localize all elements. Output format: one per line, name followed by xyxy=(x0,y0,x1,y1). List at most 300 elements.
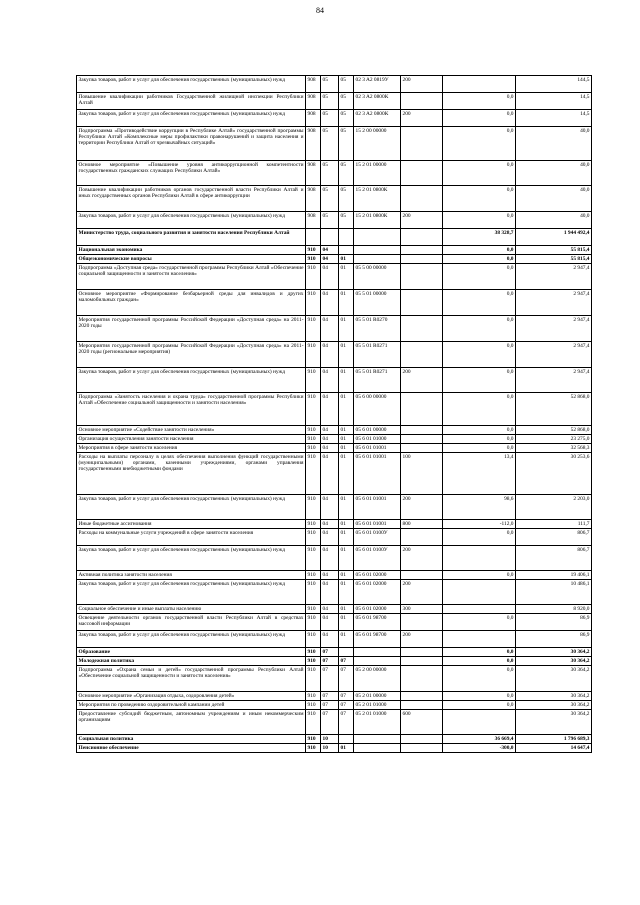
ministry-code: 910 xyxy=(306,657,321,666)
amount-total: 86,9 xyxy=(516,631,592,648)
section-code: 04 xyxy=(321,444,339,453)
table-row xyxy=(77,701,592,710)
table-row xyxy=(77,368,592,393)
amount-total: 40,0 xyxy=(516,127,592,161)
target-code xyxy=(354,657,401,666)
amount-change: 0,0 xyxy=(443,614,516,631)
section-code: 04 xyxy=(321,614,339,631)
table-row xyxy=(77,246,592,255)
section-code: 04 xyxy=(321,520,339,529)
row-name: Закупка товаров, работ и услуг для обеспечения государственных (муниципальных) нужд xyxy=(77,212,306,229)
expense-type xyxy=(401,529,443,546)
target-code: 05 6 01 98700 xyxy=(354,614,401,631)
row-name: Пенсионное обеспечение xyxy=(77,744,306,753)
amount-total: 52 868,0 xyxy=(516,426,592,435)
table-row xyxy=(77,657,592,666)
amount-change: 0,0 xyxy=(443,701,516,710)
row-name: Закупка товаров, работ и услуг для обеспечения государственных (муниципальных) нужд xyxy=(77,546,306,571)
ministry-code: 908 xyxy=(306,161,321,186)
ministry-code: 910 xyxy=(306,435,321,444)
amount-total: 32 568,3 xyxy=(516,444,592,453)
amount-change: 0,0 xyxy=(443,435,516,444)
amount-total: 10 486,1 xyxy=(516,580,592,605)
amount-total: 55 815,4 xyxy=(516,255,592,264)
table-row xyxy=(77,444,592,453)
section-code: 04 xyxy=(321,435,339,444)
target-code xyxy=(354,229,401,246)
ministry-code: 910 xyxy=(306,648,321,657)
amount-total: 55 815,4 xyxy=(516,246,592,255)
expense-type xyxy=(401,342,443,368)
amount-change: 38 328,7 xyxy=(443,229,516,246)
target-code: 15 2 00 00000 xyxy=(354,127,401,161)
table-row xyxy=(77,290,592,316)
amount-change xyxy=(443,76,516,93)
row-name: Мероприятия государственной программы Российской Федерации «Доступная среда» на 2011-2020 годы (региональные мероприятия) xyxy=(77,342,306,368)
expense-type xyxy=(401,290,443,316)
amount-change: 0,0 xyxy=(443,161,516,186)
target-code xyxy=(354,744,401,753)
subsection-code: 07 xyxy=(339,710,354,735)
section-code: 07 xyxy=(321,701,339,710)
subsection-code: 01 xyxy=(339,264,354,290)
target-code: 05 6 01 01001 xyxy=(354,520,401,529)
amount-change: 0,0 xyxy=(443,264,516,290)
row-name: Закупка товаров, работ и услуг для обеспечения государственных (муниципальных) нужд xyxy=(77,76,306,93)
amount-change: 0,0 xyxy=(443,290,516,316)
section-code: 05 xyxy=(321,186,339,212)
section-code: 04 xyxy=(321,426,339,435)
target-code: 05 2 01 01000 xyxy=(354,710,401,735)
target-code: 05 6 01 01001 xyxy=(354,453,401,495)
amount-change: 0,0 xyxy=(443,571,516,580)
target-code: 05 5 01 R0271 xyxy=(354,342,401,368)
row-name: Министерство труда, социального развития и занятости населения Республики Алтай xyxy=(77,229,306,246)
row-name: Социальная политика xyxy=(77,735,306,744)
amount-change: 13,4 xyxy=(443,453,516,495)
target-code: 05 6 01 0100У xyxy=(354,546,401,571)
table-row xyxy=(77,648,592,657)
amount-total: 52 868,0 xyxy=(516,393,592,426)
target-code xyxy=(354,735,401,744)
ministry-code: 910 xyxy=(306,631,321,648)
row-name: Расходы на выплаты персоналу в целях обеспечения выполнения функций государственными (муниципальными) органами, казенными учреждениями, органами управления государственными внебюджетными фондами xyxy=(77,453,306,495)
table-row xyxy=(77,453,592,495)
table-row xyxy=(77,76,592,93)
expense-type: 200 xyxy=(401,110,443,127)
ministry-code: 910 xyxy=(306,342,321,368)
expense-type xyxy=(401,246,443,255)
section-code: 04 xyxy=(321,529,339,546)
subsection-code xyxy=(339,735,354,744)
row-name: Организация осуществления занятости населения xyxy=(77,435,306,444)
row-name: Иные бюджетные ассигнования xyxy=(77,520,306,529)
row-name: Общеэкономические вопросы xyxy=(77,255,306,264)
amount-change: 0,0 xyxy=(443,110,516,127)
expense-type xyxy=(401,229,443,246)
table-row xyxy=(77,495,592,520)
row-name: Закупка товаров, работ и услуг для обеспечения государственных (муниципальных) нужд xyxy=(77,368,306,393)
amount-change: 0,0 xyxy=(443,648,516,657)
subsection-code: 01 xyxy=(339,435,354,444)
table-row xyxy=(77,342,592,368)
amount-change: -112,0 xyxy=(443,520,516,529)
section-code: 04 xyxy=(321,571,339,580)
subsection-code: 01 xyxy=(339,571,354,580)
ministry-code: 910 xyxy=(306,426,321,435)
subsection-code: 01 xyxy=(339,290,354,316)
target-code: 02 3 A2 0819У xyxy=(354,76,401,93)
ministry-code: 910 xyxy=(306,246,321,255)
subsection-code: 01 xyxy=(339,580,354,605)
row-name: Освещение деятельности органов государственной власти Республики Алтай в средствах массовой информации xyxy=(77,614,306,631)
ministry-code: 910 xyxy=(306,393,321,426)
ministry-code: 910 xyxy=(306,571,321,580)
expense-type: 200 xyxy=(401,76,443,93)
ministry-code: 910 xyxy=(306,710,321,735)
section-code: 04 xyxy=(321,342,339,368)
ministry-code: 910 xyxy=(306,529,321,546)
ministry-code: 910 xyxy=(306,605,321,614)
amount-change: 0,0 xyxy=(443,255,516,264)
section-code: 05 xyxy=(321,212,339,229)
subsection-code: 05 xyxy=(339,212,354,229)
amount-total: 40,0 xyxy=(516,161,592,186)
page-number: 84 xyxy=(316,6,324,15)
amount-total: 30 364,2 xyxy=(516,692,592,701)
table-row xyxy=(77,435,592,444)
subsection-code: 07 xyxy=(339,666,354,692)
section-code: 05 xyxy=(321,76,339,93)
amount-total: 30 364,2 xyxy=(516,666,592,692)
amount-total: 40,0 xyxy=(516,186,592,212)
amount-total: 19 406,1 xyxy=(516,571,592,580)
target-code: 05 6 01 01001 xyxy=(354,444,401,453)
ministry-code: 910 xyxy=(306,255,321,264)
subsection-code: 01 xyxy=(339,614,354,631)
ministry-code: 910 xyxy=(306,666,321,692)
table-row xyxy=(77,186,592,212)
amount-change: 0,0 xyxy=(443,93,516,110)
amount-total: 40,0 xyxy=(516,212,592,229)
amount-total: 30 364,2 xyxy=(516,710,592,735)
subsection-code: 01 xyxy=(339,444,354,453)
table-row xyxy=(77,744,592,753)
subsection-code: 01 xyxy=(339,393,354,426)
target-code: 15 2 01 0800К xyxy=(354,212,401,229)
row-name: Активная политика занятости населения xyxy=(77,571,306,580)
subsection-code: 05 xyxy=(339,76,354,93)
table-row xyxy=(77,529,592,546)
ministry-code: 910 xyxy=(306,264,321,290)
expense-type xyxy=(401,255,443,264)
section-code: 04 xyxy=(321,453,339,495)
ministry-code: 908 xyxy=(306,110,321,127)
subsection-code: 05 xyxy=(339,161,354,186)
amount-total: 86,9 xyxy=(516,614,592,631)
section-code: 05 xyxy=(321,93,339,110)
section-code: 04 xyxy=(321,368,339,393)
table-row xyxy=(77,571,592,580)
table-row xyxy=(77,316,592,342)
expense-type xyxy=(401,648,443,657)
expense-type xyxy=(401,692,443,701)
target-code: 05 6 00 00000 xyxy=(354,393,401,426)
subsection-code: 05 xyxy=(339,93,354,110)
amount-total: 2 947,4 xyxy=(516,316,592,342)
target-code: 05 2 01 00000 xyxy=(354,692,401,701)
subsection-code: 01 xyxy=(339,316,354,342)
expense-type xyxy=(401,161,443,186)
row-name: Подпрограмма «Занятость населения и охрана труда» государственной программы Республики Алтай «Обеспечение социальной защищенности и занятости населения» xyxy=(77,393,306,426)
expense-type: 800 xyxy=(401,520,443,529)
section-code: 07 xyxy=(321,666,339,692)
expense-type xyxy=(401,666,443,692)
table-row xyxy=(77,666,592,692)
target-code xyxy=(354,246,401,255)
table-row xyxy=(77,393,592,426)
target-code: 15 2 01 00000 xyxy=(354,161,401,186)
table-row xyxy=(77,580,592,605)
expense-type xyxy=(401,435,443,444)
subsection-code: 07 xyxy=(339,657,354,666)
ministry-code: 910 xyxy=(306,368,321,393)
subsection-code: 07 xyxy=(339,701,354,710)
amount-total: 2 203,0 xyxy=(516,495,592,520)
expense-type xyxy=(401,186,443,212)
amount-change: 0,0 xyxy=(443,342,516,368)
amount-change: 0,0 xyxy=(443,657,516,666)
expense-type: 200 xyxy=(401,495,443,520)
amount-change xyxy=(443,546,516,571)
table-row xyxy=(77,255,592,264)
row-name: Национальная экономика xyxy=(77,246,306,255)
ministry-code xyxy=(306,229,321,246)
section-code: 04 xyxy=(321,546,339,571)
section-code: 05 xyxy=(321,110,339,127)
subsection-code: 01 xyxy=(339,529,354,546)
budget-table xyxy=(76,75,592,753)
amount-change: 0,0 xyxy=(443,529,516,546)
table-row xyxy=(77,229,592,246)
ministry-code: 908 xyxy=(306,186,321,212)
table-row xyxy=(77,735,592,744)
table-row xyxy=(77,546,592,571)
ministry-code: 908 xyxy=(306,93,321,110)
row-name: Мероприятия государственной программы Российской Федерации «Доступная среда» на 2011-2020 годы xyxy=(77,316,306,342)
amount-change: 0,0 xyxy=(443,127,516,161)
section-code: 10 xyxy=(321,744,339,753)
subsection-code xyxy=(339,229,354,246)
amount-total: 1 944 492,4 xyxy=(516,229,592,246)
amount-total: 806,7 xyxy=(516,546,592,571)
subsection-code: 01 xyxy=(339,426,354,435)
table-row xyxy=(77,110,592,127)
row-name: Подпрограмма «Охрана семьи и детей» государственной программы Республики Алтай «Обеспечение социальной защищенности и занятости населения» xyxy=(77,666,306,692)
section-code: 04 xyxy=(321,264,339,290)
expense-type xyxy=(401,264,443,290)
amount-change: 0,0 xyxy=(443,692,516,701)
subsection-code: 01 xyxy=(339,744,354,753)
subsection-code: 01 xyxy=(339,255,354,264)
section-code: 04 xyxy=(321,580,339,605)
subsection-code xyxy=(339,648,354,657)
table-row xyxy=(77,710,592,735)
expense-type: 300 xyxy=(401,605,443,614)
expense-type xyxy=(401,444,443,453)
section-code: 04 xyxy=(321,631,339,648)
table-row xyxy=(77,212,592,229)
ministry-code: 910 xyxy=(306,701,321,710)
row-name: Закупка товаров, работ и услуг для обеспечения государственных (муниципальных) нужд xyxy=(77,495,306,520)
table-row xyxy=(77,605,592,614)
expense-type: 200 xyxy=(401,580,443,605)
amount-total: 14,5 xyxy=(516,93,592,110)
target-code xyxy=(354,255,401,264)
expense-type xyxy=(401,614,443,631)
amount-change xyxy=(443,580,516,605)
ministry-code: 910 xyxy=(306,495,321,520)
target-code: 05 6 01 02000 xyxy=(354,605,401,614)
amount-change: 0,0 xyxy=(443,186,516,212)
section-code: 05 xyxy=(321,161,339,186)
amount-change xyxy=(443,605,516,614)
amount-change: 0,0 xyxy=(443,212,516,229)
amount-change xyxy=(443,710,516,735)
amount-change: 98,6 xyxy=(443,495,516,520)
ministry-code: 910 xyxy=(306,444,321,453)
table-row xyxy=(77,692,592,701)
amount-change xyxy=(443,631,516,648)
amount-total: 30 364,2 xyxy=(516,657,592,666)
subsection-code: 07 xyxy=(339,692,354,701)
table-row xyxy=(77,520,592,529)
subsection-code: 01 xyxy=(339,520,354,529)
ministry-code: 910 xyxy=(306,580,321,605)
row-name: Мероприятия в сфере занятости населения xyxy=(77,444,306,453)
table-row xyxy=(77,614,592,631)
ministry-code: 910 xyxy=(306,316,321,342)
expense-type xyxy=(401,393,443,426)
subsection-code: 05 xyxy=(339,127,354,161)
ministry-code: 910 xyxy=(306,614,321,631)
subsection-code: 01 xyxy=(339,453,354,495)
target-code: 05 6 01 02000 xyxy=(354,571,401,580)
target-code: 05 5 01 R0270 xyxy=(354,316,401,342)
row-name: Основное мероприятие «Содействие занятости населения» xyxy=(77,426,306,435)
target-code: 05 5 00 00000 xyxy=(354,264,401,290)
section-code: 04 xyxy=(321,393,339,426)
subsection-code: 01 xyxy=(339,546,354,571)
expense-type: 200 xyxy=(401,546,443,571)
table-row xyxy=(77,631,592,648)
ministry-code: 910 xyxy=(306,744,321,753)
target-code: 05 6 01 01000 xyxy=(354,435,401,444)
target-code: 02 3 A2 0800К xyxy=(354,93,401,110)
target-code: 05 2 00 00000 xyxy=(354,666,401,692)
amount-total: 2 947,4 xyxy=(516,342,592,368)
target-code xyxy=(354,648,401,657)
amount-change: 0,0 xyxy=(443,316,516,342)
amount-change: 0,0 xyxy=(443,426,516,435)
ministry-code: 910 xyxy=(306,546,321,571)
subsection-code: 01 xyxy=(339,368,354,393)
target-code: 05 2 01 01000 xyxy=(354,701,401,710)
row-name: Закупка товаров, работ и услуг для обеспечения государственных (муниципальных) нужд xyxy=(77,110,306,127)
subsection-code: 05 xyxy=(339,110,354,127)
amount-total: 2 947,4 xyxy=(516,368,592,393)
amount-total: 30 364,2 xyxy=(516,701,592,710)
amount-total: 144,5 xyxy=(516,76,592,93)
amount-total: 8 920,0 xyxy=(516,605,592,614)
subsection-code: 05 xyxy=(339,186,354,212)
target-code: 02 3 A2 0800К xyxy=(354,110,401,127)
row-name: Подпрограмма «Противодействие коррупции в Республике Алтай» государственной программы Республики Алтай «Комплексные меры профилактики правонарушений и защита населения и территории Республики Алтай от чрезвычайных ситуаций» xyxy=(77,127,306,161)
amount-total: 2 947,4 xyxy=(516,290,592,316)
ministry-code: 908 xyxy=(306,127,321,161)
section-code: 04 xyxy=(321,255,339,264)
budget-table-body xyxy=(77,76,592,753)
section-code: 04 xyxy=(321,290,339,316)
row-name: Основное мероприятие «Организация отдыха, оздоровления детей» xyxy=(77,692,306,701)
row-name: Повышение квалификации работников органов государственной власти Республики Алтай и иных государственных органов Республики Алтай в сфере антикоррупции xyxy=(77,186,306,212)
row-name: Основное мероприятие «Повышение уровня антикоррупционной компетентности государственных гражданских служащих Республики Алтай» xyxy=(77,161,306,186)
target-code: 05 6 01 02000 xyxy=(354,580,401,605)
amount-change: 0,0 xyxy=(443,246,516,255)
expense-type: 100 xyxy=(401,453,443,495)
subsection-code: 01 xyxy=(339,495,354,520)
table-row xyxy=(77,161,592,186)
row-name: Закупка товаров, работ и услуг для обеспечения государственных (муниципальных) нужд xyxy=(77,580,306,605)
row-name: Закупка товаров, работ и услуг для обеспечения государственных (муниципальных) нужд xyxy=(77,631,306,648)
expense-type xyxy=(401,127,443,161)
section-code: 07 xyxy=(321,710,339,735)
section-code: 04 xyxy=(321,495,339,520)
section-code: 04 xyxy=(321,605,339,614)
table-row xyxy=(77,93,592,110)
target-code: 05 5 01 R0271 xyxy=(354,368,401,393)
row-name: Повышение квалификации работников Государственной жилищной инспекции Республики Алтай xyxy=(77,93,306,110)
amount-total: 30 364,2 xyxy=(516,648,592,657)
expense-type xyxy=(401,93,443,110)
target-code: 05 5 01 00000 xyxy=(354,290,401,316)
ministry-code: 910 xyxy=(306,453,321,495)
target-code: 05 6 01 01001 xyxy=(354,495,401,520)
subsection-code xyxy=(339,246,354,255)
ministry-code: 910 xyxy=(306,692,321,701)
section-code xyxy=(321,229,339,246)
row-name: Молодежная политика xyxy=(77,657,306,666)
amount-total: 30 253,6 xyxy=(516,453,592,495)
expense-type xyxy=(401,657,443,666)
ministry-code: 908 xyxy=(306,212,321,229)
expense-type: 200 xyxy=(401,631,443,648)
target-code: 15 2 01 0800К xyxy=(354,186,401,212)
amount-change: 0,0 xyxy=(443,444,516,453)
row-name: Мероприятия по проведению оздоровительной кампании детей xyxy=(77,701,306,710)
amount-total: 14,5 xyxy=(516,110,592,127)
expense-type xyxy=(401,426,443,435)
subsection-code: 01 xyxy=(339,342,354,368)
target-code: 05 6 01 0100У xyxy=(354,529,401,546)
expense-type xyxy=(401,316,443,342)
expense-type xyxy=(401,701,443,710)
amount-change: 36 669,4 xyxy=(443,735,516,744)
section-code: 04 xyxy=(321,246,339,255)
expense-type xyxy=(401,744,443,753)
amount-total: 14 647,4 xyxy=(516,744,592,753)
section-code: 07 xyxy=(321,657,339,666)
